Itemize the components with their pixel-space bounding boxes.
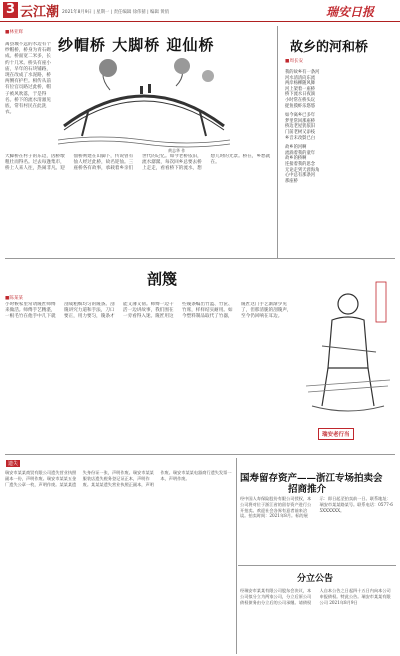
illustration-label: 瑞安老行当 [318, 428, 354, 440]
ad-divider [238, 565, 396, 566]
ad2-title: 分立公告 [297, 574, 334, 584]
article1-title: 纱帽桥 大脚桥 迎仙桥 [58, 36, 215, 54]
article3-body: 小时候家里常请篾匠师傅来做活。师傅手艺精湛，一根毛竹在他手中几下就剖成粗细均匀的篾条。剖篾讲究力道和手法，刀口要正，用力要匀，篾条才能又薄又韧。师傅一边干活一边讲故事，我们围在一旁看得入迷。篾匠用这些篾条编出竹篮、竹筐、竹席，样样结实耐用。如今塑料制品取代了竹器，篾匠这门手艺渐渐少见了，但那清脆的剖篾声，至今仍回响在耳边。 [5, 302, 292, 320]
poem-line: 两岸杨柳随风舞 [285, 81, 316, 87]
poem-line: 乡音未改鬓已白 [285, 135, 316, 141]
article2-poem [285, 70, 395, 184]
article1-body-top: 离县城不远的水边有个纱帽桥，桥身为青石砌成。桥面宽二米多，长约十几米。桥头有座小庙，早年的石块铺路，现在改成了水泥路，桥两侧有护栏。相传从前有位官员路过此桥，帽子被风吹落，于是得名。桥下的流水清澈见底，常有村民在此洗衣。 [5, 42, 51, 116]
poem-line: 故乡的河啊 [285, 145, 307, 151]
article2-byline: ■周长安 [285, 59, 304, 64]
poem-line: 桥下流水日夜淌 [285, 92, 316, 98]
section-divider [5, 454, 395, 455]
article1-byline: ■林亚辉 [5, 30, 24, 35]
ad1-title-line2: 招商推介 [288, 484, 327, 495]
issue-meta: 2021年8月9日 | 星期一 | 责任编辑 徐伟猜 | 编辑 黄俏 [62, 10, 170, 15]
poem-line: 小时常在桥头玩 [285, 97, 316, 103]
poem-line: 我的故乡有一条河 [285, 70, 320, 75]
poem-line: 河水清清向东流 [285, 75, 316, 81]
poem-line: 门前老树又添枝 [285, 129, 316, 135]
poem-line: 梦里常回那座桥 [285, 118, 316, 124]
poem-line: 无论走到天涯海角 [285, 167, 320, 173]
poem-line: 故乡的桥啊 [285, 156, 307, 162]
poem-line: 连接着我的思念 [285, 161, 316, 167]
bridge-illustration [58, 56, 230, 148]
poem-line: 桥边老屋犹依旧 [285, 124, 316, 130]
illustration-caption: 黄志华 作 [168, 148, 186, 153]
article1-body-bottom: 大脚桥在村子的东边，因桥墩粗壮而得名。过去每逢集市，桥上人来人往，热闹非凡。迎仙桥则建在山脚下，传说曾有仙人经过此桥，故名迎仙。三座桥各有故事，承载着乡亲们世代的记忆。如今老桥依旧，流水潺潺，每次回乡总要去桥上走走，看看桥下的流水，想想儿时的光景。桥在，乡愁就在。 [5, 154, 271, 172]
poem-line: 如今离乡已多年 [285, 113, 316, 119]
column-divider [277, 26, 278, 258]
column-divider [236, 458, 237, 654]
article2-title: 故乡的河和桥 [290, 40, 369, 55]
ad1-body: 经中国人寿保险股份有限公司授权，本公司将对位于浙江省的留存资产进行公开拍卖。欢迎社会各界有意者前来洽谈。拍卖时间：2021年8月。标的展示：即日起至拍卖前一日。联系地址：瑞安市某某路某号。联系电话：0577-65XXXXXX。 [240, 496, 393, 519]
article3-title: 剖篾 [147, 270, 178, 288]
section-divider [5, 258, 395, 259]
ad2-body: 经瑞安市某某有限公司股东会决议，本公司拟分立为两家公司，分立后原公司债权债务由分立后的公司承继。请债权人自本公告之日起四十五日内向本公司申报债权。特此公告。瑞安市某某有限公司 2021年8月9日 [240, 588, 391, 605]
poem-line: 捉鱼摸虾乐悠悠 [285, 103, 316, 109]
poem-line: 心中总有那条河 [285, 173, 316, 179]
poem-line: 河上架着一座桥 [285, 86, 316, 92]
article3-tail [302, 438, 394, 452]
page-number: 3 [3, 2, 18, 18]
notices-body: 瑞安市某某商贸有限公司遗失营业执照副本一份，声明作废。瑞安市某某五金厂遗失公章一枚，声明作废。某某某遗失身份证一张，声明作废。瑞安市某某服装店遗失税务登记证正本，声明作废。某某某遗失营业执照正副本，声明作废。瑞安市某某电器商行遗失发票一本，声明作废。 [5, 470, 232, 487]
article3-byline: ■陈某某 [5, 296, 24, 301]
notices-badge: 遗失 [8, 461, 19, 467]
ad1-title-line1: 国寿留存资产——浙江专场拍卖会 [240, 473, 383, 484]
section-name: 云江潮 [20, 5, 60, 20]
basket-weaver-illustration [302, 276, 394, 426]
poem-line: 流淌着我的童年 [285, 150, 316, 156]
newspaper-logo: 瑞安日报 [326, 5, 375, 19]
poem-line: 那座桥 [285, 178, 298, 184]
